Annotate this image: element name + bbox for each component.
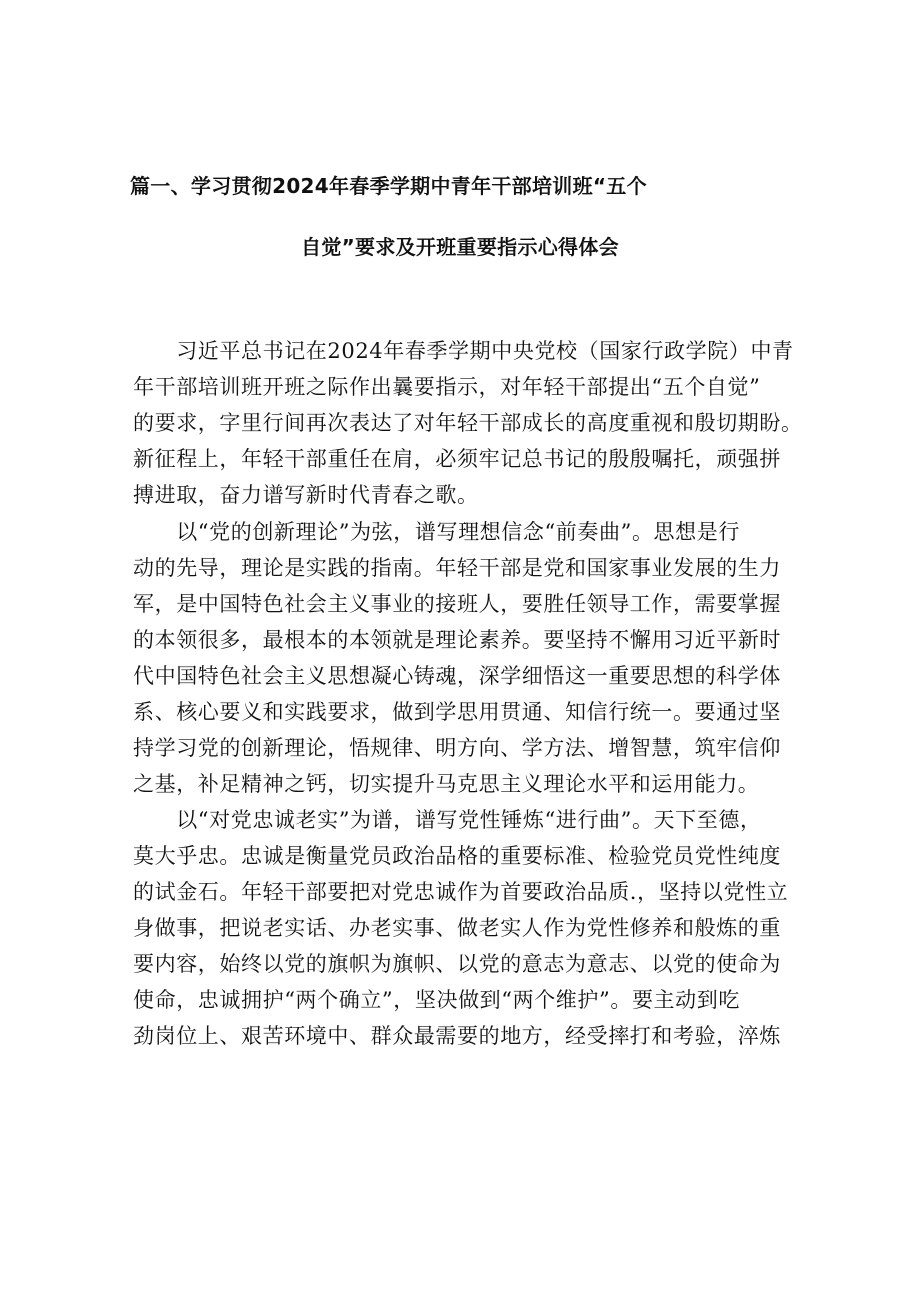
paragraph-line: 使命，忠诚拥护“两个确立”，坚决做到“两个维护”。要主动到吃 <box>133 988 740 1012</box>
paragraph-line: 莫大乎忠。忠诚是衡量党员政治品格的重要标准、检验党员党性纯度 <box>133 844 781 868</box>
paragraph-line: 要内容，始终以党的旗帜为旗帜、以党的意志为意志、以党的使命为 <box>133 952 781 976</box>
paragraph-line: 新征程上，年轻干部重任在肩，必须牢记总书记的殷殷嘱托，顽强拼 <box>133 447 781 471</box>
paragraph-line: 以“党的创新理论”为弦，谱写理想信念“前奏曲”。思想是行 <box>133 520 740 544</box>
paragraph-line: 的试金石。年轻干部要把对党忠诚作为首要政治品质.，坚持以党性立 <box>133 880 789 904</box>
paragraph-line: 劲岗位上、艰苦环境中、群众最需要的地方，经受摔打和考验，淬炼 <box>133 1024 781 1048</box>
document-title-line-2: 自觉”要求及开班重要指示心得体会 <box>301 235 619 259</box>
paragraph-line: 动的先导，理论是实践的指南。年轻干部是党和国家事业发展的生力 <box>133 556 781 580</box>
paragraph-line: 军，是中国特色社会主义事业的接班人，要胜任领导工作，需要掌握 <box>133 592 781 616</box>
paragraph-line: 持学习党的创新理论，悟规律、明方向、学方法、增智慧，筑牢信仰 <box>133 736 781 760</box>
paragraph-line: 系、核心要义和实践要求，做到学思用贯通、知信行统一。要通过坚 <box>133 700 781 724</box>
paragraph-line: 代中国特色社会主义思想凝心铸魂，深学细悟这一重要思想的科学体 <box>133 664 781 688</box>
paragraph-line: 搏进取，奋力谱写新时代青春之歌。 <box>133 483 479 507</box>
paragraph-line: 之基，补足精神之钙，切实提升马克思主义理论水平和运用能力。 <box>133 772 760 796</box>
paragraph-line: 习近平总书记在2024年春季学期中央党校（国家行政学院）中青 <box>133 339 794 363</box>
document-title-line-1: 篇一、学习贯彻2024年春季学期中青年干部培训班“五个 <box>130 174 647 198</box>
paragraph-line: 身做事，把说老实话、办老实事、做老实人作为党性修养和般炼的重 <box>133 916 781 940</box>
paragraph-line: 的要求，字里行间再次表达了对年轻干部成长的高度重视和殷切期盼。 <box>133 411 803 435</box>
paragraph-line: 年干部培训班开班之际作出曩要指示，对年轻干部提出“五个自觉” <box>133 375 761 399</box>
paragraph-line: 以“对党忠诚老实”为谱，谱写党性锤炼“进行曲”。天下至德， <box>133 808 762 832</box>
paragraph-line: 的本领很多，最根本的本领就是理论素养。要坚持不懈用习近平新时 <box>133 628 781 652</box>
